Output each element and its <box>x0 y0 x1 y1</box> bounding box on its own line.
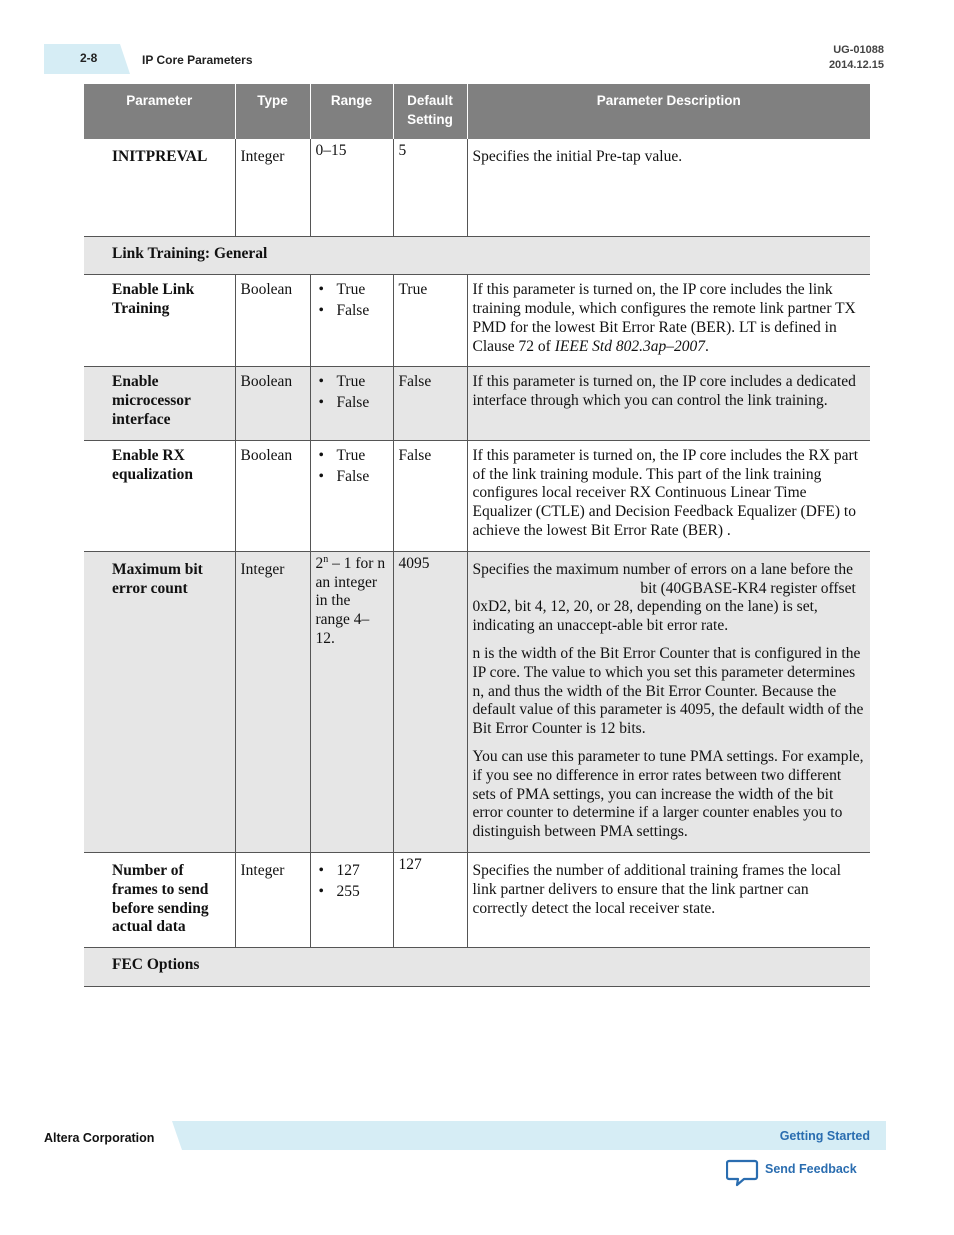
range-list <box>316 447 388 487</box>
table-row <box>84 139 870 236</box>
table-row <box>84 275 870 367</box>
getting-started-link[interactable]: Getting Started <box>779 1129 870 1143</box>
table-row <box>84 853 870 948</box>
description-text <box>473 281 866 356</box>
doc-info <box>829 43 884 73</box>
send-feedback-label[interactable]: Send Feedback <box>765 1162 857 1176</box>
param-description <box>467 139 870 236</box>
param-default: 127 <box>393 853 467 948</box>
column-header-type: Type <box>235 84 310 139</box>
section-title: IP Core Parameters <box>142 53 253 67</box>
param-name: Enable RX equalization <box>84 440 235 551</box>
section-row <box>84 236 870 275</box>
range-exponent: n <box>323 553 329 565</box>
param-type: Integer <box>235 551 310 852</box>
doc-id: UG-01088 <box>833 44 884 56</box>
param-type: Boolean <box>235 275 310 367</box>
description-part: bit (40GBASE-KR4 register offset 0xD2, bit 4, 12, 20, or 28, depending on the lane) is set, indicating an unaccept-able bit error rate. <box>472 579 856 635</box>
param-default: 4095 <box>393 551 467 852</box>
range-option: • True <box>316 373 388 392</box>
feedback-bubble-icon <box>726 1158 760 1188</box>
parameter-table <box>84 84 870 987</box>
description-text: If this parameter is turned on, the IP core includes a dedicated interface through which you can control the link training. <box>472 373 856 410</box>
param-range <box>310 853 393 948</box>
param-range <box>310 275 393 367</box>
range-list <box>316 862 388 902</box>
column-header-range: Range <box>310 84 393 139</box>
param-type: Integer <box>235 139 310 236</box>
table-row <box>84 551 870 852</box>
param-default: 5 <box>393 139 467 236</box>
doc-date: 2014.12.15 <box>828 59 884 71</box>
description-text: If this parameter is turned on, the IP core includes the RX part of the link training module. This part of the link training configures local receiver RX Continuous Linear Time Equalizer (CTLE) and Decision Feedback Equalizer (DFE) to achieve the lowest Bit Error Rate (BER) . <box>472 446 859 540</box>
param-type: Boolean <box>235 367 310 440</box>
param-range <box>310 367 393 440</box>
param-description <box>467 367 870 440</box>
column-header-parameter: Parameter <box>84 84 235 139</box>
company-name: Altera Corporation <box>44 1131 155 1145</box>
param-range <box>310 551 393 852</box>
range-list <box>316 281 388 321</box>
param-description <box>467 275 870 367</box>
param-default: False <box>393 440 467 551</box>
param-type: Boolean <box>235 440 310 551</box>
column-header-description: Parameter Description <box>467 84 870 139</box>
range-text: – 1 for n an integer in the range 4–12. <box>315 554 386 648</box>
section-row <box>84 948 870 987</box>
range-list <box>316 373 388 413</box>
range-base: 2 <box>315 554 324 572</box>
param-default: True <box>393 275 467 367</box>
description-part: . <box>704 337 709 355</box>
description-text: You can use this parameter to tune PMA settings. For example, if you see no difference in error rates between two different sets of PMA settings, you can increase the width of the bit error counter to determine if a larger counter enables you to distinguish between PMA settings. <box>472 748 864 841</box>
standard-reference: IEEE Std 802.3ap–2007 <box>554 337 705 355</box>
table-row <box>84 367 870 440</box>
description-part: If this parameter is turned on, the IP core includes the link training module, which configures the remote link partner TX PMD for the lowest Bit Error Rate (BER). LT is defined in Clause 72 of <box>472 281 856 355</box>
description-text: Specifies the initial Pre-tap value. <box>472 148 683 165</box>
description-text: Specifies the number of additional training frames the local link partner delivers to ensure that the link partner can correctly detect the local receiver state. <box>472 862 841 917</box>
param-default: False <box>393 367 467 440</box>
description-text: n is the width of the Bit Error Counter that is configured in the IP core. The value to which you set this parameter determines n, and thus the width of the Bit Error Counter. Because the default value of this parameter is 4095, the default width of the Bit Error Counter is 12 bits. <box>472 645 864 738</box>
range-option: • False <box>316 468 388 487</box>
param-name: Enable microcessor interface <box>84 367 235 440</box>
param-description <box>467 551 870 852</box>
range-option: • False <box>316 394 388 413</box>
param-name: Number of frames to send before sending actual data <box>84 853 235 948</box>
column-header-default: Default Setting <box>393 84 467 139</box>
param-description <box>467 853 870 948</box>
section-title-fec: FEC Options <box>84 948 870 987</box>
param-name: Maximum bit error count <box>84 551 235 852</box>
range-option: • 127 <box>316 862 388 881</box>
param-name: Enable Link Training <box>84 275 235 367</box>
param-type: Integer <box>235 853 310 948</box>
description-part: Specifies the maximum number of errors on a lane before the <box>472 560 853 578</box>
param-range: 0–15 <box>310 139 393 236</box>
param-name: INITPREVAL <box>84 139 235 236</box>
page-number: 2-8 <box>80 51 98 65</box>
range-option: • True <box>316 281 388 300</box>
table-row <box>84 440 870 551</box>
range-option: • False <box>316 302 388 321</box>
section-title-link-training: Link Training: General <box>84 236 870 275</box>
table-header-row <box>84 84 870 139</box>
description-text <box>473 561 866 636</box>
range-option: • 255 <box>316 883 388 902</box>
param-description <box>467 440 870 551</box>
param-range <box>310 440 393 551</box>
range-option: • True <box>316 447 388 466</box>
